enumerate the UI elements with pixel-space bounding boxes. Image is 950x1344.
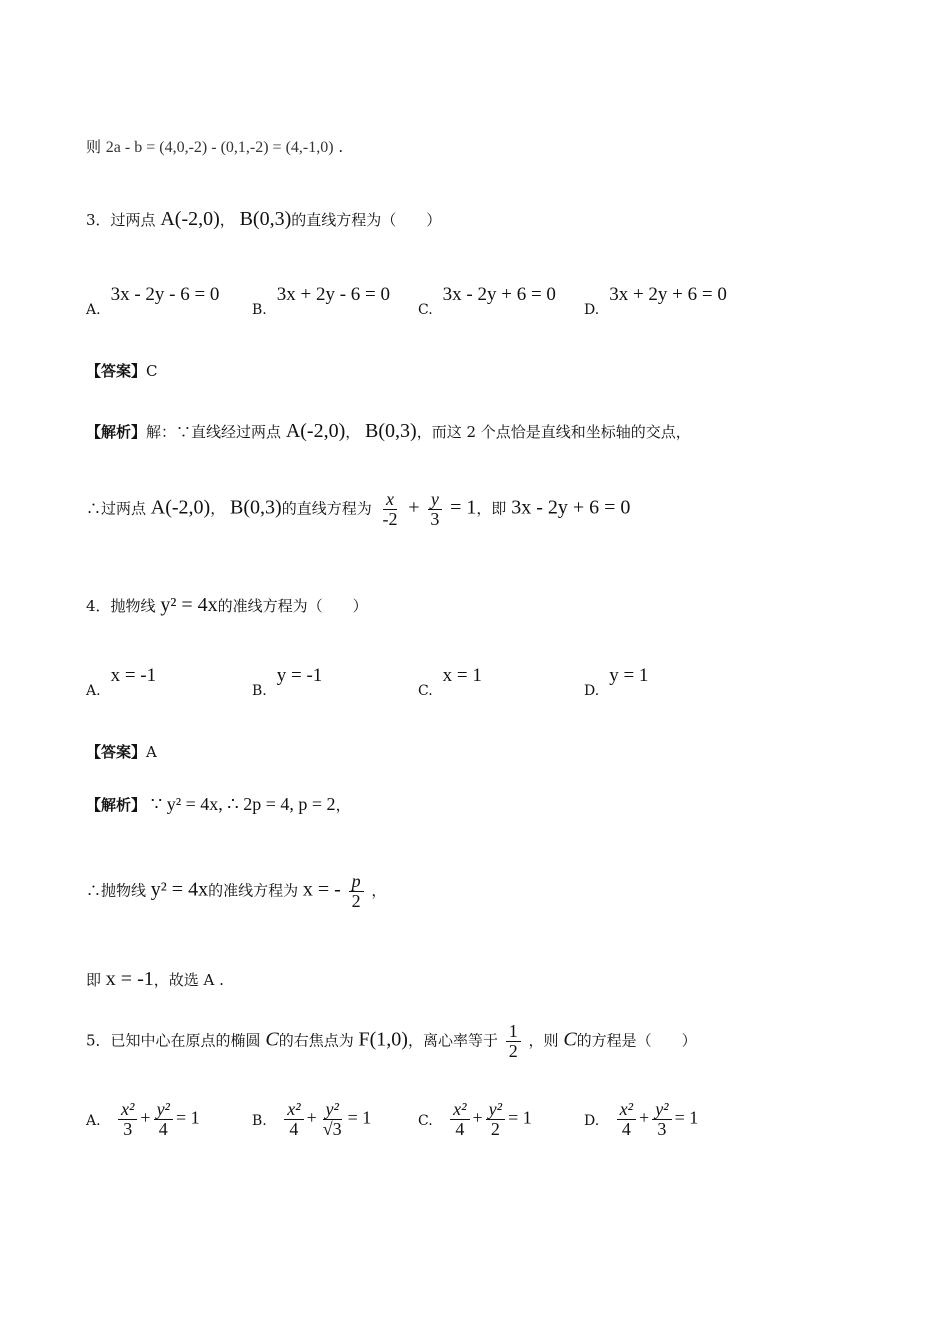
intro-prefix: 则 xyxy=(86,138,102,156)
q5-option-d[interactable]: D. $\frac{\text{x²}}{4}$ + $\frac{\text{y²}}{3}$ = 1 xyxy=(584,1099,699,1139)
q3-point-b: B(0,3) xyxy=(239,208,292,230)
q3-analysis-2: ∴过两点 A(-2,0)， B(0,3)的直线方程为 $\frac{x}{-2}$ + $\frac{y}{3}$ = 1，即 3x - 2y + 6 = 0 xyxy=(86,489,631,529)
q3-answer-value: C xyxy=(146,362,158,380)
q3-answer xyxy=(86,360,158,381)
q3-option-c-expr: 3x - 2y + 6 = 0 xyxy=(442,284,556,305)
q3-option-c[interactable]: C.3x - 2y + 6 = 0 xyxy=(418,284,556,318)
q5-stem: 5．已知中心在原点的椭圆 C的右焦点为 F(1,0)，离心率等于 $\frac{1}{2}$ ，则 C的方程是（ ） xyxy=(86,1021,697,1061)
q4-option-a-expr: x = -1 xyxy=(110,665,157,686)
q3-answer-tag: 【答案】 xyxy=(86,362,147,380)
q4-analysis-3: 即 x = -1，故选 A . xyxy=(86,968,224,990)
q3-frac-y: $\frac{y}{3}$ xyxy=(427,490,442,529)
intro-expression: 2a - b = (4,0,-2) - (0,1,-2) = (4,-1,0) xyxy=(105,139,334,156)
q3-text-a: 过两点 xyxy=(110,211,156,229)
q3-result: 3x - 2y + 6 = 0 xyxy=(511,496,631,519)
intro-suffix: . xyxy=(338,138,344,156)
q3-point-a: A(-2,0) xyxy=(160,208,220,230)
q3-sep: ， xyxy=(219,211,235,229)
q3-option-d-expr: 3x + 2y + 6 = 0 xyxy=(609,284,727,305)
q3-analysis-tag: 【解析】 xyxy=(86,423,147,441)
q5-focus: F(1,0) xyxy=(358,1028,408,1051)
q4-option-b[interactable]: B.y = -1 xyxy=(252,665,323,699)
q4-option-b-expr: y = -1 xyxy=(276,665,323,686)
q4-option-d[interactable]: D.y = 1 xyxy=(584,665,649,699)
q3-option-b[interactable]: B.3x + 2y - 6 = 0 xyxy=(252,284,391,318)
q3-option-a[interactable]: A.3x - 2y - 6 = 0 xyxy=(86,284,220,318)
q3-option-a-expr: 3x - 2y - 6 = 0 xyxy=(110,284,220,305)
q4-stem: 4．抛物线 y² = 4x的准线方程为（ ） xyxy=(86,594,368,616)
q5-eccentricity: $\frac{1}{2}$ xyxy=(506,1022,521,1061)
q3-option-d[interactable]: D.3x + 2y + 6 = 0 xyxy=(584,284,727,318)
q4-answer-value: A xyxy=(146,743,157,761)
q4-option-c-expr: x = 1 xyxy=(442,665,482,686)
q4-number: 4． xyxy=(86,597,111,615)
q5-option-c[interactable]: C. $\frac{\text{x²}}{4}$ + $\frac{\text{y²}}{2}$ = 1 xyxy=(418,1099,532,1139)
q3-option-b-expr: 3x + 2y - 6 = 0 xyxy=(276,284,391,305)
q3-frac-x: $\frac{x}{-2}$ xyxy=(382,489,398,529)
q5-number: 5． xyxy=(86,1031,111,1050)
q3-stem xyxy=(86,208,441,231)
q4-option-c[interactable]: C.x = 1 xyxy=(418,665,482,699)
q4-analysis-2: ∴抛物线 y² = 4x的准线方程为 x = - $\frac{p}{2}$ ， xyxy=(86,871,387,911)
q4-equation: y² = 4x xyxy=(160,594,218,616)
q3-text-b: 的直线方程为（ ） xyxy=(291,211,442,229)
q3-number: 3． xyxy=(86,211,111,229)
q3-analysis-1: 【解析】解：∵直线经过两点 A(-2,0)， B(0,3)，而这 2 个点恰是直线和坐标轴的交点， xyxy=(86,420,691,442)
q4-answer: 【答案】A xyxy=(86,743,157,761)
intro-line xyxy=(86,136,343,157)
q4-option-d-expr: y = 1 xyxy=(609,665,649,686)
q4-directrix-frac: $\frac{p}{2}$ xyxy=(349,872,364,911)
q4-option-a[interactable]: A.x = -1 xyxy=(86,665,157,699)
q5-option-a[interactable]: A. $\frac{\text{x²}}{3}$ + $\frac{\text{y²}}{4}$ = 1 xyxy=(86,1099,200,1139)
q4-analysis-1: 【解析】 ∵ y² = 4x, ∴ 2p = 4, p = 2， xyxy=(86,794,351,814)
q5-option-b[interactable]: B. $\frac{\text{x²}}{4}$ + $\frac{\text{y²}}{√3}$ = 1 xyxy=(252,1099,372,1139)
